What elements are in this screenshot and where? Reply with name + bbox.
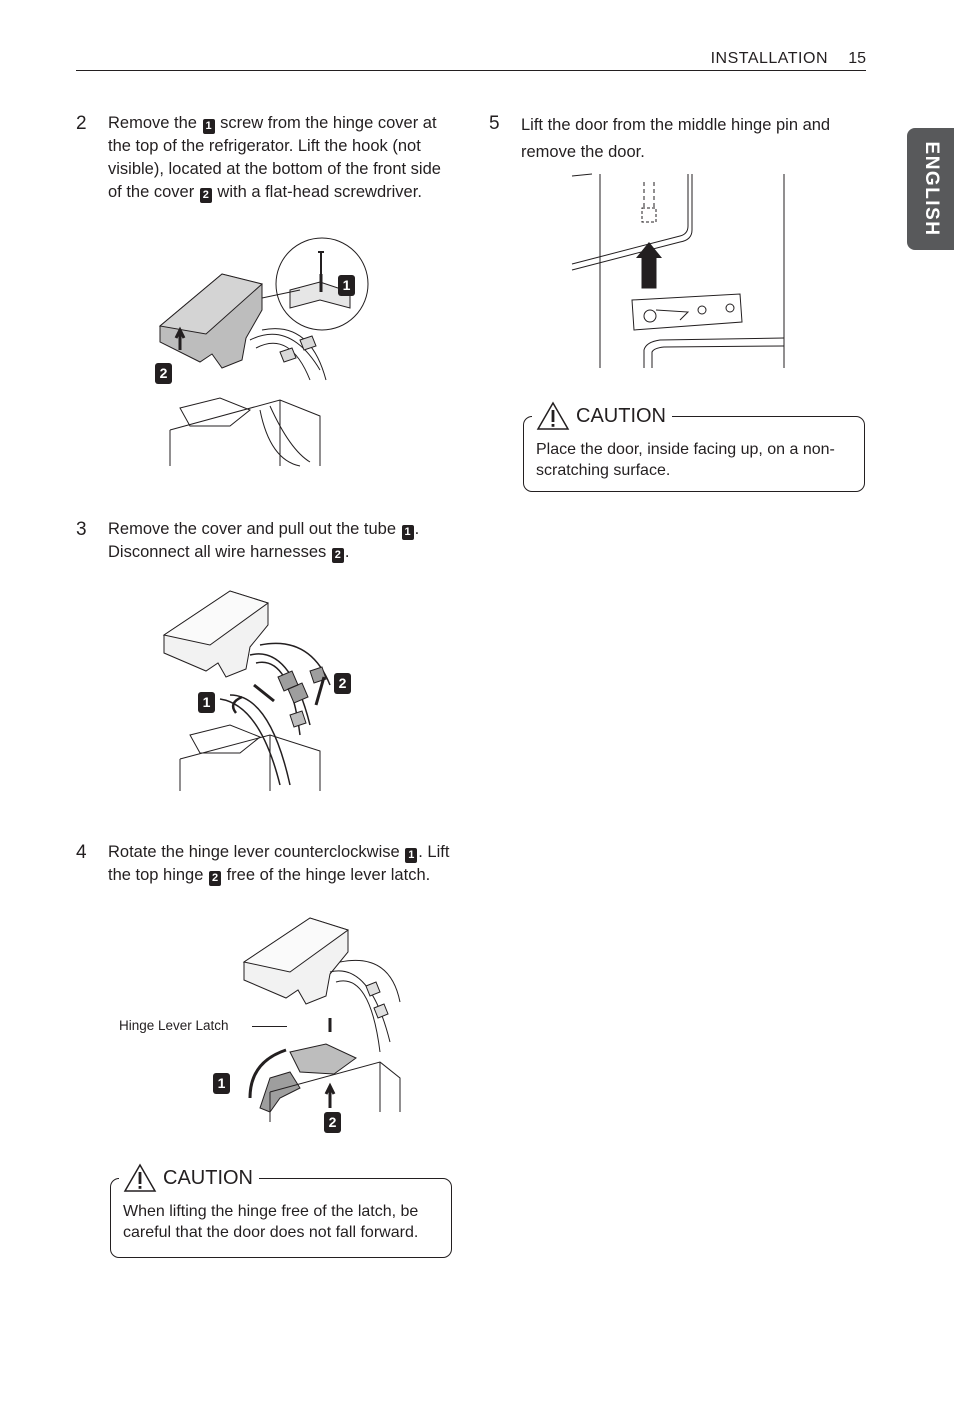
- step-2-number: 2: [76, 113, 87, 134]
- callout-1-badge: 1: [405, 848, 417, 863]
- figure-callout-1: 1: [213, 1073, 230, 1094]
- page-header: [76, 48, 866, 71]
- door-lift-illustration: [570, 170, 790, 370]
- step-2-text: Remove the 1 screw from the hinge cover at the top of the refrigerator. Lift the hook (not visible), located at the bottom of the front side of the cover 2 with a flat-head screwdriver.: [108, 114, 441, 201]
- figure-callout-1: 1: [338, 275, 355, 296]
- caution-title: CAUTION: [119, 1163, 259, 1193]
- section-title: INSTALLATION: [710, 50, 828, 67]
- callout-1-badge: 1: [203, 119, 215, 134]
- callout-2-badge: 2: [200, 188, 212, 203]
- caution-title: CAUTION: [532, 401, 672, 431]
- figure-callout-2: 2: [324, 1112, 341, 1133]
- step-3-number: 3: [76, 519, 87, 540]
- page-number: 15: [848, 50, 866, 67]
- step-5-number: 5: [489, 113, 500, 134]
- warning-triangle-icon: [536, 401, 570, 431]
- language-tab-label: ENGLISH: [920, 141, 942, 237]
- caution-box-door: [523, 404, 865, 492]
- figure-callout-1: 1: [198, 692, 215, 713]
- warning-triangle-icon: [123, 1163, 157, 1193]
- step-3-text: Remove the cover and pull out the tube 1 . Disconnect all wire harnesses 2 .: [108, 520, 420, 561]
- hinge-lever-illustration: [230, 912, 410, 1137]
- language-tab: [907, 128, 954, 250]
- callout-1-badge: 1: [402, 525, 414, 540]
- tube-and-harness-illustration: [160, 585, 360, 795]
- callout-2-badge: 2: [209, 871, 221, 886]
- figure-callout-2: 2: [334, 673, 351, 694]
- caution-box-hinge: [110, 1166, 452, 1258]
- caution-text: When lifting the hinge free of the latch, be careful that the door does not fall forward.: [123, 1203, 419, 1241]
- step-4-number: 4: [76, 842, 87, 863]
- callout-2-badge: 2: [332, 548, 344, 563]
- step-5-text: Lift the door from the middle hinge pin and remove the door.: [521, 116, 831, 161]
- caution-text: Place the door, inside facing up, on a non-scratching surface.: [536, 441, 835, 479]
- step-4-text: Rotate the hinge lever counterclockwise 1 . Lift the top hinge 2 free of the hinge lever latch.: [108, 843, 450, 884]
- hinge-lever-latch-label: Hinge Lever Latch: [119, 1018, 229, 1033]
- label-leader-line: [252, 1026, 287, 1027]
- figure-callout-2: 2: [155, 363, 172, 384]
- hinge-cover-removal-illustration: [150, 230, 380, 470]
